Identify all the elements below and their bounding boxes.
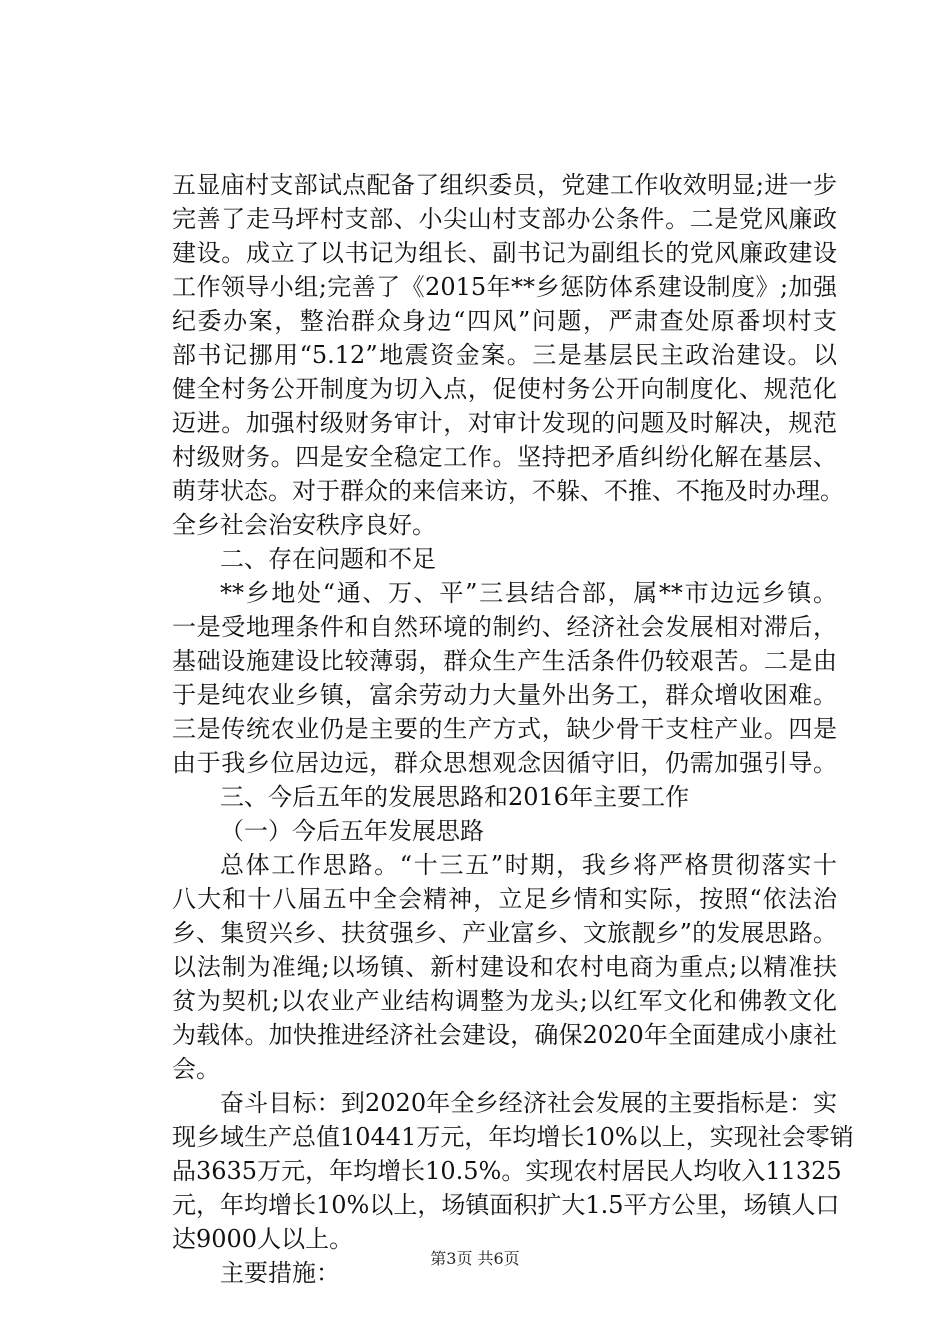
text-line: 健全村务公开制度为切入点，促使村务公开向制度化、规范化 (172, 375, 837, 403)
text-line: 于是纯农业乡镇，富余劳动力大量外出务工，群众增收困难。 (172, 681, 837, 709)
paragraph-party-building (172, 168, 844, 542)
text-line: 基础设施建设比较薄弱，群众生产生活条件仍较艰苦。二是由 (172, 647, 837, 675)
page-footer (0, 1249, 950, 1269)
section-heading: 二、存在问题和不足 (220, 545, 436, 573)
paragraph-overall-thinking (172, 848, 837, 1086)
text-line: 达9000人以上。 (172, 1225, 354, 1253)
page-number: 第3页 共6页 (430, 1249, 520, 1268)
section-heading: 三、今后五年的发展思路和2016年主要工作 (220, 783, 690, 811)
text-line: **乡地处“通、万、平”三县结合部，属**市边远乡镇。 (220, 579, 837, 607)
text-line: 萌芽状态。对于群众的来信来访，不躲、不推、不拖及时办理。 (172, 477, 844, 505)
text-line: 纪委办案，整治群众身边“四风”问题，严肃查处原番坝村支 (172, 307, 837, 335)
text-line: 品3635万元，年均增长10.5%。实现农村居民人均收入11325 (172, 1157, 842, 1185)
text-line: 完善了走马坪村支部、小尖山村支部办公条件。二是党风廉政 (172, 205, 837, 233)
text-line: 建设。成立了以书记为组长、副书记为副组长的党风廉政建设 (172, 239, 837, 267)
text-line: 八大和十八届五中全会精神，立足乡情和实际，按照“依法治 (172, 885, 837, 913)
subsection-heading: （一）今后五年发展思路 (220, 817, 484, 845)
text-line: 一是受地理条件和自然环境的制约、经济社会发展相对滞后， (172, 613, 837, 641)
text-line: 乡、集贸兴乡、扶贫强乡、产业富乡、文旅靓乡”的发展思路。 (172, 919, 837, 947)
text-line: 五显庙村支部试点配备了组织委员，党建工作收效明显;进一步 (172, 171, 837, 199)
paragraph-problems (172, 576, 837, 780)
text-line: 总体工作思路。“十三五”时期，我乡将严格贯彻落实十 (220, 851, 837, 879)
text-line: 迈进。加强村级财务审计，对审计发现的问题及时解决，规范 (172, 409, 837, 437)
text-line: 以法制为准绳;以场镇、新村建设和农村电商为重点;以精准扶 (172, 953, 837, 981)
text-line: 三是传统农业仍是主要的生产方式，缺少骨干支柱产业。四是 (172, 715, 837, 743)
heading-problems (172, 542, 837, 576)
text-line: 村级财务。四是安全稳定工作。坚持把矛盾纠纷化解在基层、 (172, 443, 837, 471)
document-body (172, 168, 854, 1290)
text-line: 工作领导小组;完善了《2015年**乡惩防体系建设制度》;加强 (172, 273, 837, 301)
paragraph-goals (172, 1086, 854, 1256)
text-line: 现乡域生产总值10441万元，年均增长10%以上，实现社会零销 (172, 1123, 854, 1151)
text-line: 元，年均增长10%以上，场镇面积扩大1.5平方公里，场镇人口 (172, 1191, 840, 1219)
text-line: 主要措施： (220, 1259, 340, 1287)
heading-development (172, 780, 837, 814)
text-line: 奋斗目标：到2020年全乡经济社会发展的主要指标是：实 (220, 1089, 837, 1117)
text-line: 全乡社会治安秩序良好。 (172, 511, 436, 539)
text-line: 为载体。加快推进经济社会建设，确保2020年全面建成小康社 (172, 1021, 837, 1049)
subheading-five-year (172, 814, 837, 848)
text-line: 贫为契机;以农业产业结构调整为龙头;以红军文化和佛教文化 (172, 987, 837, 1015)
text-line: 会。 (172, 1055, 220, 1083)
text-line: 由于我乡位居边远，群众思想观念因循守旧，仍需加强引导。 (172, 749, 837, 777)
text-line: 部书记挪用“5.12”地震资金案。三是基层民主政治建设。以 (172, 341, 837, 369)
